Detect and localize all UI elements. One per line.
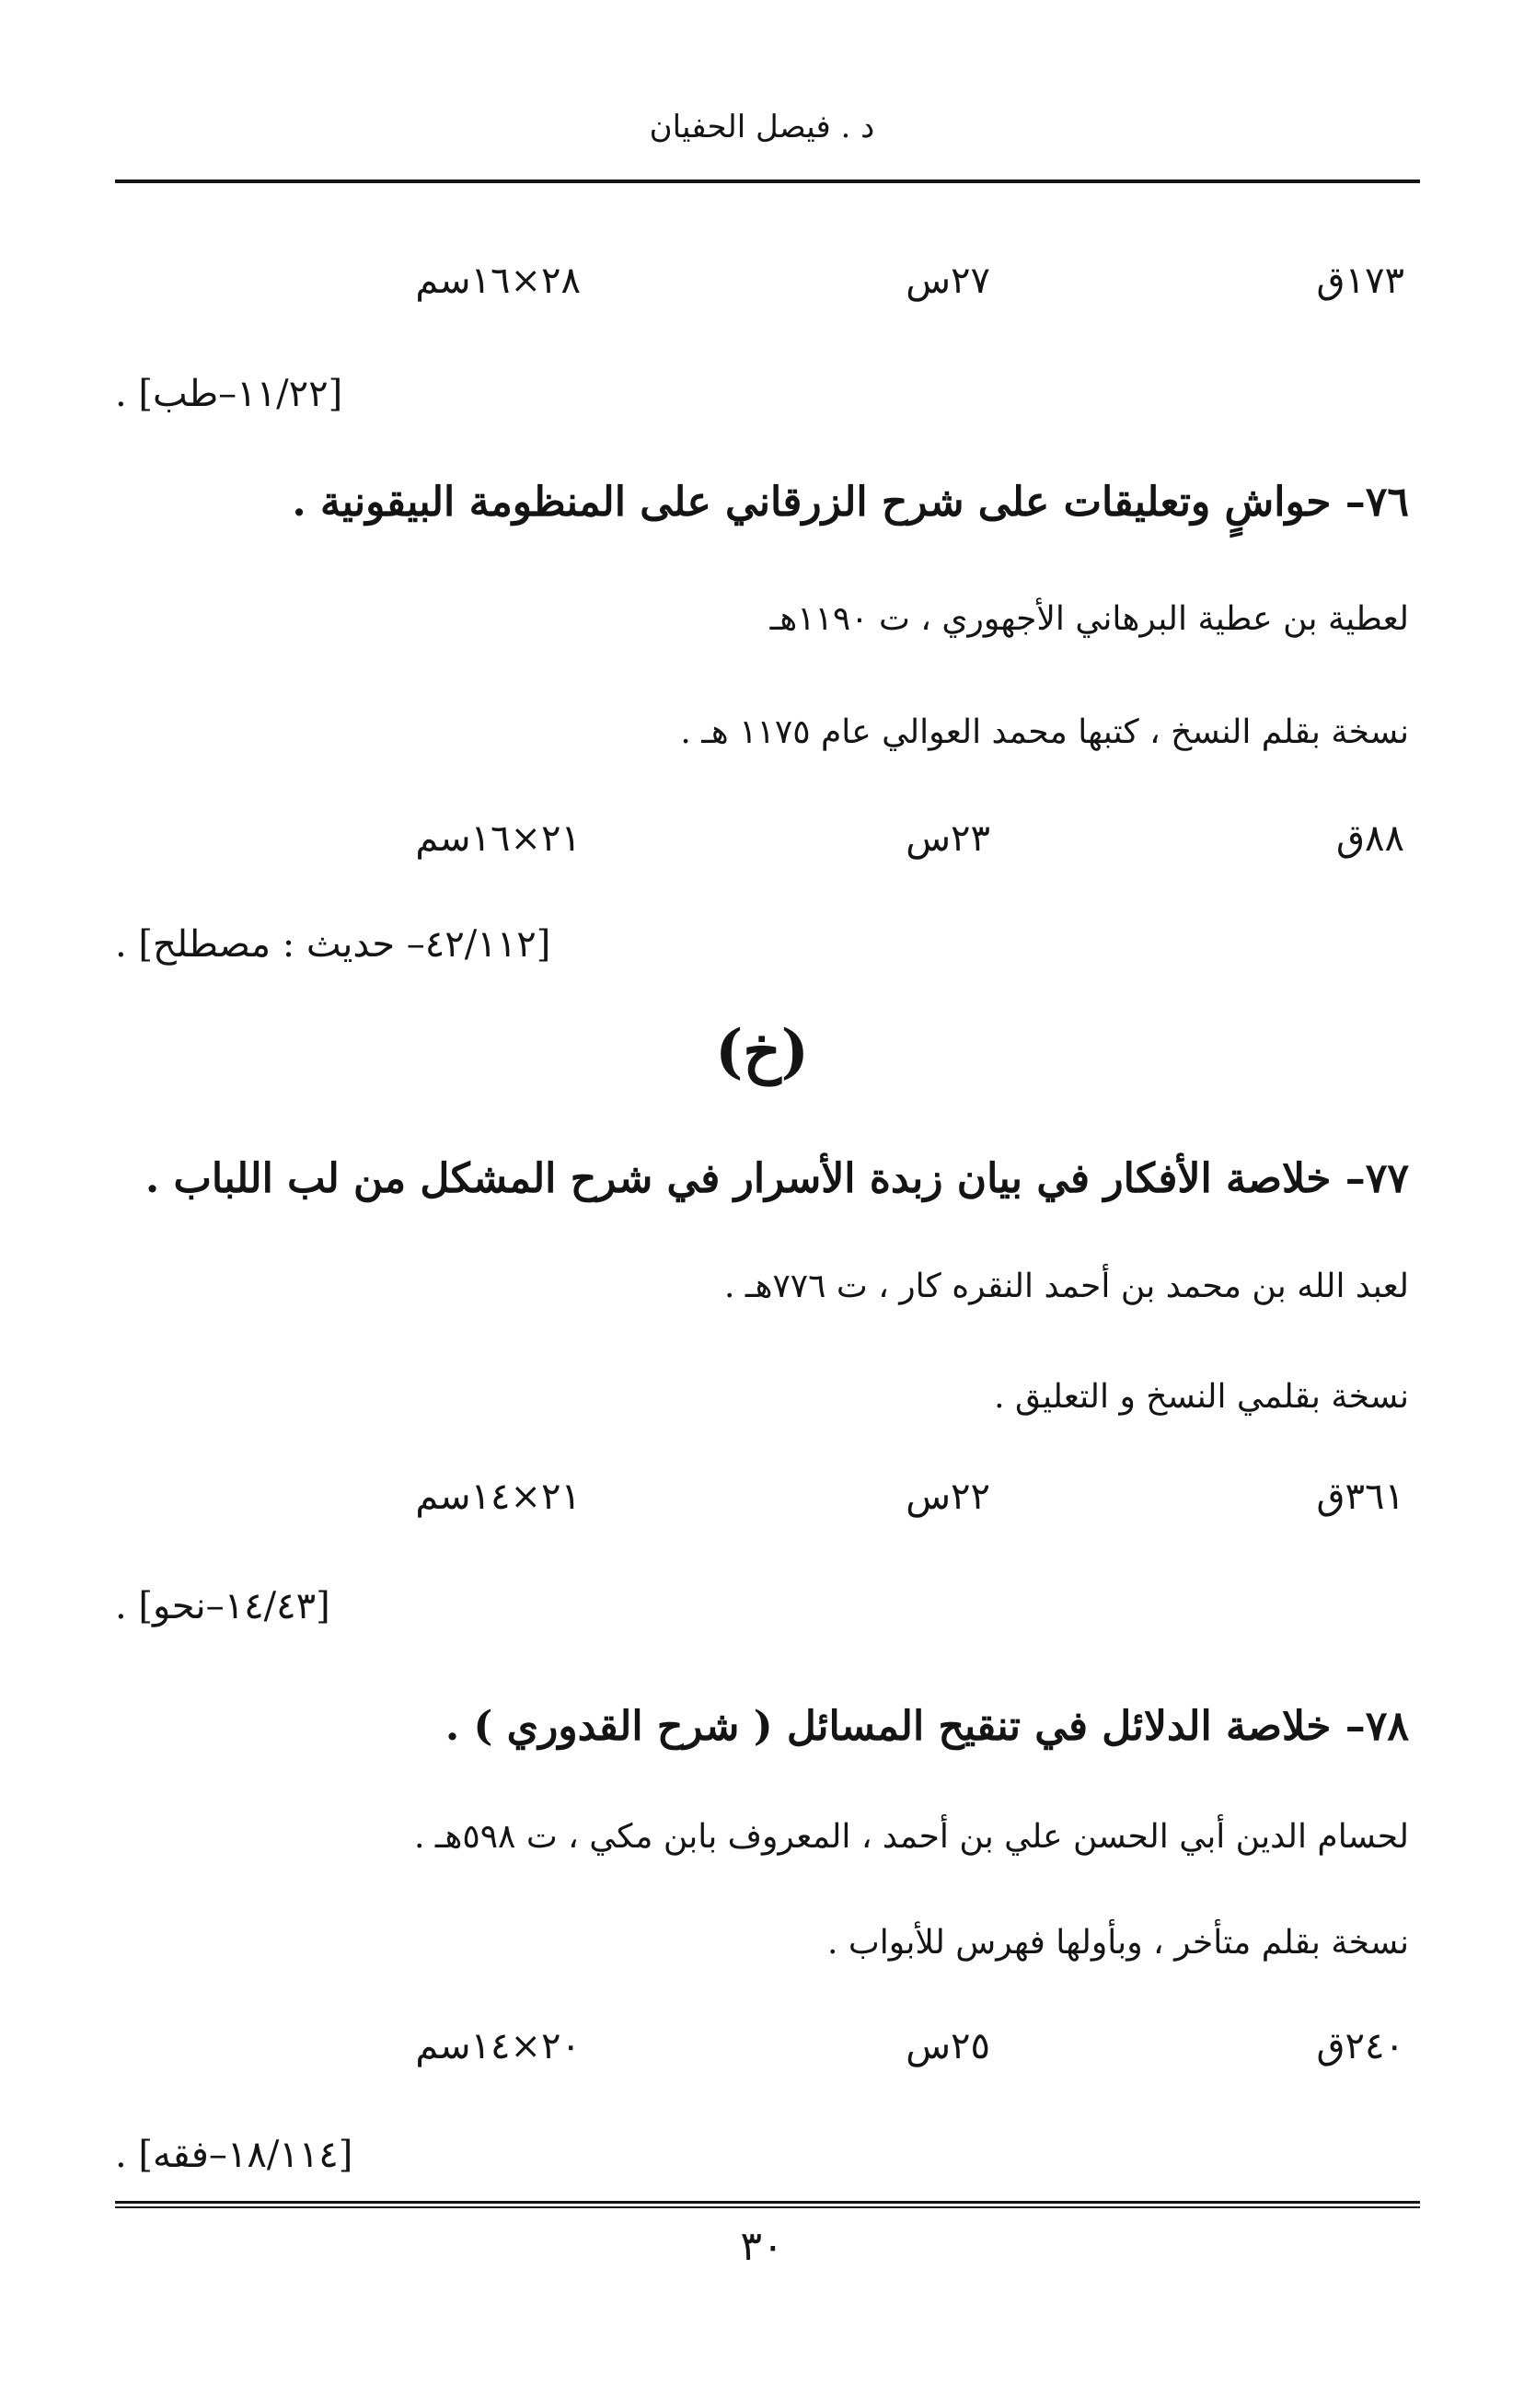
- shelfmark-76: [٤٢/١١٢– حديث : مصطلح] .: [115, 923, 551, 966]
- lines-count: ٢٧س: [906, 260, 990, 302]
- shelfmark-78: [١٨/١١٤–فقه] .: [115, 2134, 353, 2176]
- page-number: ٣٠: [740, 2223, 784, 2270]
- footer-rule: [115, 2201, 1420, 2204]
- entry-title-76: ٧٦– حواشٍ وتعليقات على شرح الزرقاني على المنظومة البيقونية .: [292, 479, 1409, 526]
- footer-rule-thin: [115, 2206, 1420, 2208]
- entry-title-77: ٧٧– خلاصة الأفكار في بيان زبدة الأسرار في شرح المشكل من لب اللباب .: [144, 1155, 1409, 1202]
- entry-meta-77: [115, 1476, 1409, 1531]
- leaves-count: ٣٦١ق: [1316, 1476, 1404, 1518]
- leaves-count: ٨٨ق: [1335, 817, 1404, 860]
- entry-title-78: ٧٨– خلاصة الدلائل في تنقيح المسائل ( شرح القدوري ) .: [444, 1703, 1409, 1750]
- lines-count: ٢٥س: [906, 2025, 990, 2067]
- shelfmark-77: [١٤/٤٣–نحو] .: [115, 1585, 330, 1627]
- leaves-count: ١٧٣ق: [1316, 260, 1404, 302]
- entry-description-77: نسخة بقلمي النسخ و التعليق .: [994, 1378, 1409, 1416]
- entry-meta-76: [115, 817, 1409, 873]
- running-header: د . فيصل الحفيان: [649, 109, 875, 145]
- entry-author-76: لعطية بن عطية البرهاني الأجهوري ، ت ١١٩٠هـ: [769, 600, 1409, 638]
- section-letter: (خ): [715, 1017, 809, 1086]
- entry-author-77: لعبد الله بن محمد بن أحمد النقره كار ، ت ٧٧٦هـ .: [724, 1268, 1409, 1305]
- entry-meta-75: [115, 260, 1409, 315]
- page-size: ٢٨×١٦سم: [415, 260, 581, 302]
- entry-description-76: نسخة بقلم النسخ ، كتبها محمد العوالي عام ١١٧٥ هـ .: [680, 713, 1409, 751]
- leaves-count: ٢٤٠ق: [1316, 2025, 1404, 2067]
- page-size: ٢١×١٤سم: [415, 1476, 581, 1518]
- lines-count: ٢٢س: [906, 1476, 990, 1518]
- shelfmark-75: [١١/٢٢–طب] .: [115, 373, 343, 415]
- entry-meta-78: [115, 2025, 1409, 2080]
- entry-description-78: نسخة بقلم متأخر ، وبأولها فهرس للأبواب .: [826, 1924, 1409, 1962]
- page-size: ٢٠×١٤سم: [415, 2025, 581, 2067]
- header-rule: [115, 179, 1420, 183]
- lines-count: ٢٣س: [906, 817, 990, 860]
- entry-author-78: لحسام الدين أبي الحسن علي بن أحمد ، المعروف بابن مكي ، ت ٥٩٨هـ .: [413, 1818, 1409, 1856]
- page-size: ٢١×١٦سم: [415, 817, 581, 860]
